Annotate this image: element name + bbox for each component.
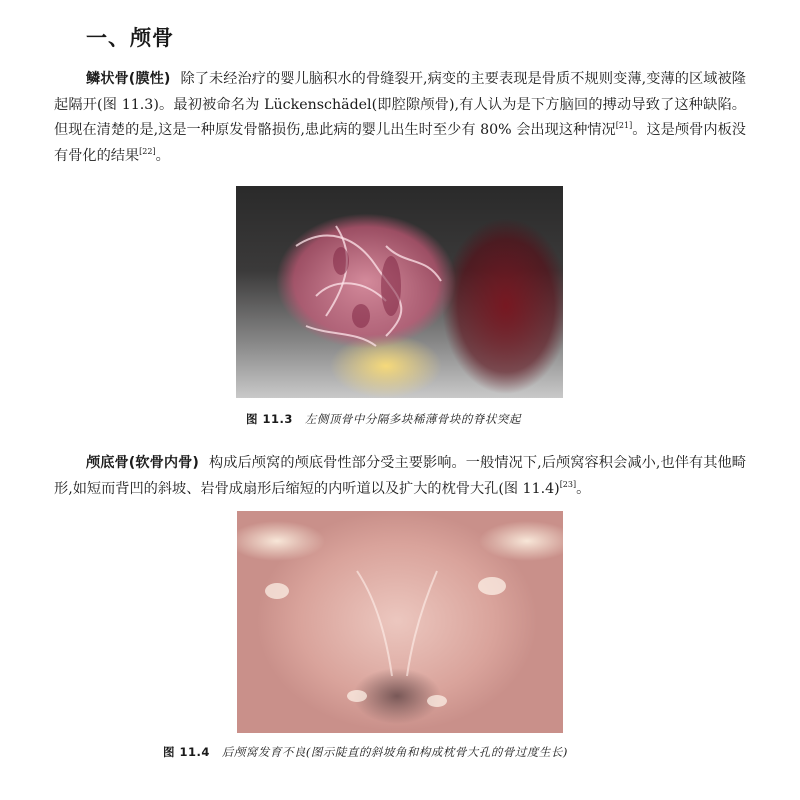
skull-base-illustration <box>237 511 563 733</box>
paragraph-text: 构成后颅窝的颅底骨性部分受主要影响。一般情况下,后颅窝容积会减小,也伴有其他畸形,如短而背凹的斜坡、岩骨成扇形后缩短的内听道以及扩大的枕骨大孔(图 11.4) <box>54 455 746 497</box>
paragraph-squamous-bone <box>54 67 746 169</box>
figure-11-4-caption <box>163 744 568 760</box>
figure-11-3-photo <box>236 186 563 398</box>
figure-11-4-photo <box>237 511 563 733</box>
reference-marker: [21] <box>615 121 633 130</box>
figure-number: 图 11.3 <box>246 412 293 426</box>
figure-number: 图 11.4 <box>163 745 210 759</box>
reference-marker: [22] <box>139 146 156 156</box>
paragraph-text: 。这是颅骨内板没有骨化的结果 <box>54 122 746 164</box>
reference-marker: [23] <box>559 479 577 489</box>
paragraph-lead: 鳞状骨(膜性) <box>86 71 171 87</box>
paragraph-lead: 颅底骨(软骨内骨) <box>86 455 199 471</box>
section-title: 一、颅骨 <box>86 26 174 50</box>
paragraph-skull-base <box>54 451 746 502</box>
paragraph-text: 。 <box>155 147 170 164</box>
figure-caption-text: 后颅窝发育不良(图示陡直的斜坡角和构成枕骨大孔的骨过度生长) <box>221 745 568 759</box>
paragraph-text: 除了未经治疗的婴儿脑积水的骨缝裂开,病变的主要表现是骨质不规则变薄,变薄的区域被隆起隔开(图 11.3)。最初被命名为 Lückenschädel(即腔隙颅骨),有人认为是下方脑回的搏动导致了这种缺陷。但现在清楚的是,这是一种原发骨骼损伤,患此病的婴儿出生时至少有 80% 会出现这种情况 <box>54 71 746 138</box>
skull-specimen-illustration <box>236 186 563 398</box>
figure-caption-text: 左侧顶骨中分隔多块稀薄骨块的脊状突起 <box>304 412 521 426</box>
paragraph-text: 。 <box>576 480 591 497</box>
figure-11-3-caption <box>246 411 521 427</box>
